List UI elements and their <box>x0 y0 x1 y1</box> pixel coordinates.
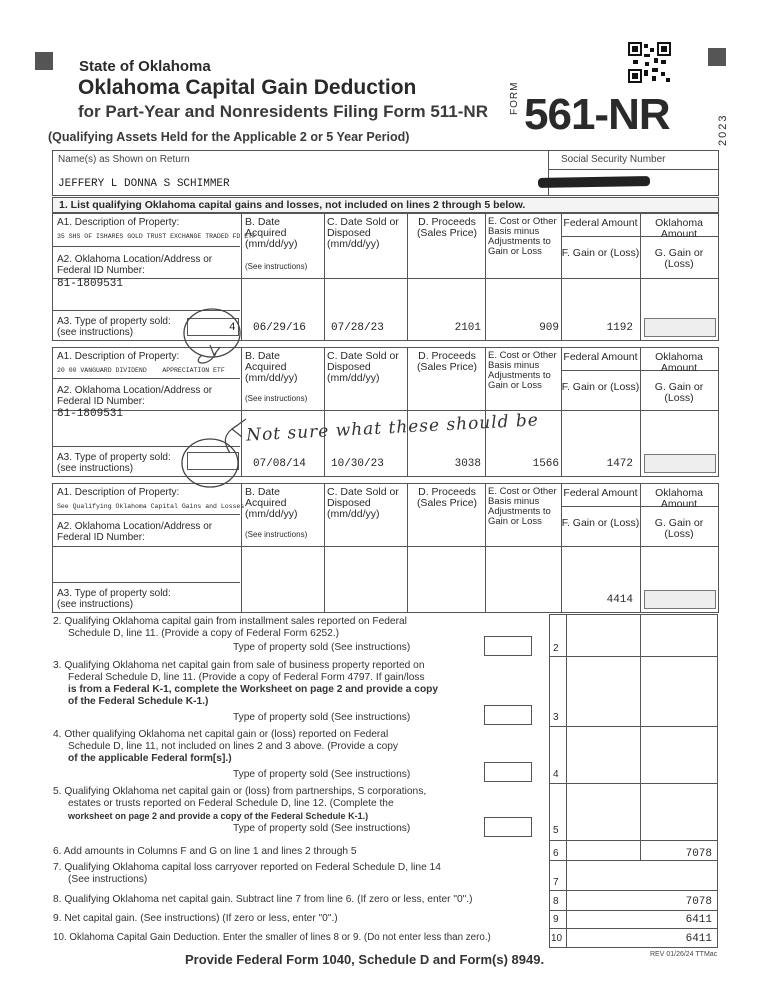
rule <box>549 783 718 784</box>
line4-type-box[interactable] <box>484 762 532 782</box>
a2-label: A2. Oklahoma Location/Address or Federal ID Number: <box>57 385 213 407</box>
fed-amount-header: Federal Amount <box>563 351 638 363</box>
revision-code: REV 01/26/24 TTMac <box>650 951 718 958</box>
rule <box>566 614 567 948</box>
f-federal-gain[interactable]: 1472 <box>606 458 633 470</box>
line2-type-label: Type of property sold (See instructions) <box>233 642 411 653</box>
d-header: D. Proceeds (Sales Price) <box>416 486 478 509</box>
a1-label: A1. Description of Property: <box>57 217 180 228</box>
a3-label: A3. Type of property sold: (see instructions) <box>57 316 171 338</box>
ok-amount-header: Oklahoma Amount <box>655 487 703 510</box>
line6-value[interactable]: 7078 <box>685 848 712 860</box>
line5-text2: estates or trusts reported on Federal Schedule D, line 12. (Complete the <box>68 798 394 809</box>
rule <box>549 656 718 657</box>
line2-num: 2 <box>553 643 559 654</box>
rule <box>549 840 718 841</box>
e-header: E. Cost or Other Basis minus Adjustments to Gain or Loss <box>488 216 557 257</box>
rule <box>549 614 718 615</box>
names-field[interactable]: JEFFERY L DONNA S SCHIMMER <box>58 178 230 190</box>
rule <box>549 860 718 861</box>
b-header: B. Date Acquired (mm/dd/yy) <box>245 486 298 520</box>
g-oklahoma-gain[interactable] <box>644 318 716 337</box>
ok-amount-header: Oklahoma Amount <box>655 351 703 374</box>
d-header: D. Proceeds (Sales Price) <box>416 350 478 373</box>
a3-label: A3. Type of property sold: (see instructions) <box>57 452 171 474</box>
line9-num: 9 <box>553 914 559 925</box>
e-cost[interactable]: 909 <box>539 322 559 334</box>
line4-num: 4 <box>553 769 559 780</box>
line4-type-label: Type of property sold (See instructions) <box>233 769 411 780</box>
rule <box>549 947 718 948</box>
f-federal-gain[interactable]: 4414 <box>606 594 633 606</box>
line3-num: 3 <box>553 712 559 723</box>
tax-year: 2023 <box>717 113 729 146</box>
c-header: C. Date Sold or Disposed (mm/dd/yy) <box>327 216 399 250</box>
a3-label: A3. Type of property sold: (see instructions) <box>57 588 171 610</box>
line2-text2: Schedule D, line 11. (Provide a copy of Federal Form 6252.) <box>68 628 340 639</box>
fed-amount-header: Federal Amount <box>563 217 638 229</box>
b-header: B. Date Acquired (mm/dd/yy) <box>245 216 298 250</box>
e-cost[interactable]: 1566 <box>532 458 559 470</box>
entry-block-3 <box>52 483 719 613</box>
f-header: F. Gain or (Loss) <box>561 247 640 259</box>
rule <box>549 726 718 727</box>
g-header: G. Gain or (Loss) <box>654 517 704 540</box>
rule <box>549 890 718 891</box>
taxpayer-info-box <box>52 150 719 196</box>
g-oklahoma-gain[interactable] <box>644 454 716 473</box>
line4-text2: Schedule D, line 11, not included on lines 2 and 3 above. (Provide a copy <box>68 741 398 752</box>
g-header: G. Gain or (Loss) <box>654 247 704 270</box>
line7-text2: (See instructions) <box>68 874 148 885</box>
line4-text3: of the applicable Federal form[s].) <box>68 753 232 764</box>
a1-description[interactable]: 35 SHS OF ISHARES GOLD TRUST EXCHANGE TRADED FD ETF <box>57 233 256 240</box>
handwritten-note: Not sure what these should be <box>245 410 540 446</box>
line5-text3: worksheet on page 2 and provide a copy of the Federal Schedule K-1.) <box>68 811 369 821</box>
line3-text3: is from a Federal K-1, complete the Worksheet on page 2 and provide a copy <box>68 684 439 695</box>
b-sub: (See instructions) <box>245 394 308 403</box>
line3-type-label: Type of property sold (See instructions) <box>233 712 411 723</box>
line3-text4: of the Federal Schedule K-1.) <box>68 696 209 707</box>
rule <box>717 614 718 948</box>
form-title: Oklahoma Capital Gain Deduction <box>78 76 417 99</box>
line9-value[interactable]: 6411 <box>685 914 712 926</box>
d-proceeds[interactable]: 3038 <box>454 458 481 470</box>
b-sub: (See instructions) <box>245 530 308 539</box>
line6-text: 6. Add amounts in Columns F and G on line 1 and lines 2 through 5 <box>53 846 357 857</box>
line5-type-label: Type of property sold (See instructions) <box>233 823 411 834</box>
a1-label: A1. Description of Property: <box>57 487 180 498</box>
a1-description[interactable]: 20 00 VANGUARD DIVIDEND APPRECIATION ETF <box>57 367 225 374</box>
rule <box>549 614 550 948</box>
line4-text1: 4. Other qualifying Oklahoma net capital gain or (loss) reported on Federal <box>53 729 389 740</box>
a1-label: A1. Description of Property: <box>57 351 180 362</box>
g-header: G. Gain or (Loss) <box>654 381 704 404</box>
line10-num: 10 <box>551 933 563 944</box>
f-header: F. Gain or (Loss) <box>561 517 640 529</box>
d-proceeds[interactable]: 2101 <box>454 322 481 334</box>
handwritten-circles <box>180 305 260 495</box>
c-header: C. Date Sold or Disposed (mm/dd/yy) <box>327 350 399 384</box>
c-date-sold[interactable]: 07/28/23 <box>331 322 384 334</box>
line7-text1: 7. Qualifying Oklahoma capital loss carryover reported on Federal Schedule D, line 14 <box>53 862 441 873</box>
ssn-label: Social Security Number <box>561 154 666 165</box>
line8-value[interactable]: 7078 <box>685 896 712 908</box>
e-header: E. Cost or Other Basis minus Adjustments to Gain or Loss <box>488 486 557 527</box>
form-subtitle: for Part-Year and Nonresidents Filing Form 511-NR <box>78 102 488 121</box>
line5-type-box[interactable] <box>484 817 532 837</box>
registration-mark <box>35 52 53 70</box>
ok-amount-header: Oklahoma Amount <box>655 217 703 240</box>
f-federal-gain[interactable]: 1192 <box>606 322 633 334</box>
line1-heading: 1. List qualifying Oklahoma capital gains and losses, not included on lines 2 through 5 below. <box>59 199 526 211</box>
fed-amount-header: Federal Amount <box>563 487 638 499</box>
a3-type-value: 4 <box>229 322 236 334</box>
rule <box>549 928 718 929</box>
line8-text: 8. Qualifying Oklahoma net capital gain. Subtract line 7 from line 6. (If zero or less, enter "0".) <box>53 894 473 905</box>
footer-provide: Provide Federal Form 1040, Schedule D and Form(s) 8949. <box>185 952 545 967</box>
line5-num: 5 <box>553 825 559 836</box>
b-date-acquired[interactable]: 06/29/16 <box>253 322 306 334</box>
line6-num: 6 <box>553 848 559 859</box>
b-sub: (See instructions) <box>245 262 308 271</box>
line10-value[interactable]: 6411 <box>685 933 712 945</box>
entry-block-2 <box>52 347 719 477</box>
qr-code-icon <box>628 42 672 84</box>
rule <box>549 910 718 911</box>
line3-text2: Federal Schedule D, line 11. (Provide a copy of Federal Form 4797. If gain/loss <box>68 672 425 683</box>
line2-text1: 2. Qualifying Oklahoma capital gain from installment sales reported on Federal <box>53 616 407 627</box>
line3-text1: 3. Qualifying Oklahoma net capital gain from sale of business property reported on <box>53 660 425 671</box>
line9-text: 9. Net capital gain. (See instructions) (If zero or less, enter "0".) <box>53 913 338 924</box>
d-header: D. Proceeds (Sales Price) <box>416 216 478 239</box>
line2-type-box[interactable] <box>484 636 532 656</box>
names-label: Name(s) as Shown on Return <box>58 154 190 165</box>
a1-description[interactable]: See Qualifying Oklahoma Capital Gains and Losses <box>57 503 245 510</box>
line3-type-box[interactable] <box>484 705 532 725</box>
form-word: FORM <box>509 81 520 115</box>
c-date-sold[interactable]: 10/30/23 <box>331 458 384 470</box>
line8-num: 8 <box>553 896 559 907</box>
line10-text: 10. Oklahoma Capital Gain Deduction. Enter the smaller of lines 8 or 9. (Do not enter less than zero.) <box>53 932 491 943</box>
a2-label: A2. Oklahoma Location/Address or Federal ID Number: <box>57 521 213 543</box>
registration-mark <box>708 48 726 66</box>
line1-heading-box <box>52 197 719 213</box>
c-header: C. Date Sold or Disposed (mm/dd/yy) <box>327 486 399 520</box>
entry-block-1 <box>52 213 719 341</box>
e-header: E. Cost or Other Basis minus Adjustments to Gain or Loss <box>488 350 557 391</box>
line5-text1: 5. Qualifying Oklahoma net capital gain or (loss) from partnerships, S corporations, <box>53 786 427 797</box>
ssn-redaction <box>538 176 650 188</box>
f-header: F. Gain or (Loss) <box>561 381 640 393</box>
g-oklahoma-gain[interactable] <box>644 590 716 609</box>
qualifier-text: (Qualifying Assets Held for the Applicable 2 or 5 Year Period) <box>48 130 410 144</box>
a2-federal-id[interactable]: 81-1809531 <box>57 408 124 420</box>
rule <box>640 614 641 860</box>
state-name: State of Oklahoma <box>79 58 211 75</box>
form-number: 561-NR <box>524 90 670 139</box>
b-date-acquired[interactable]: 07/08/14 <box>253 458 306 470</box>
b-header: B. Date Acquired (mm/dd/yy) <box>245 350 298 384</box>
a2-label: A2. Oklahoma Location/Address or Federal ID Number: <box>57 254 213 276</box>
a2-federal-id[interactable]: 81-1809531 <box>57 278 124 290</box>
line7-num: 7 <box>553 877 559 888</box>
